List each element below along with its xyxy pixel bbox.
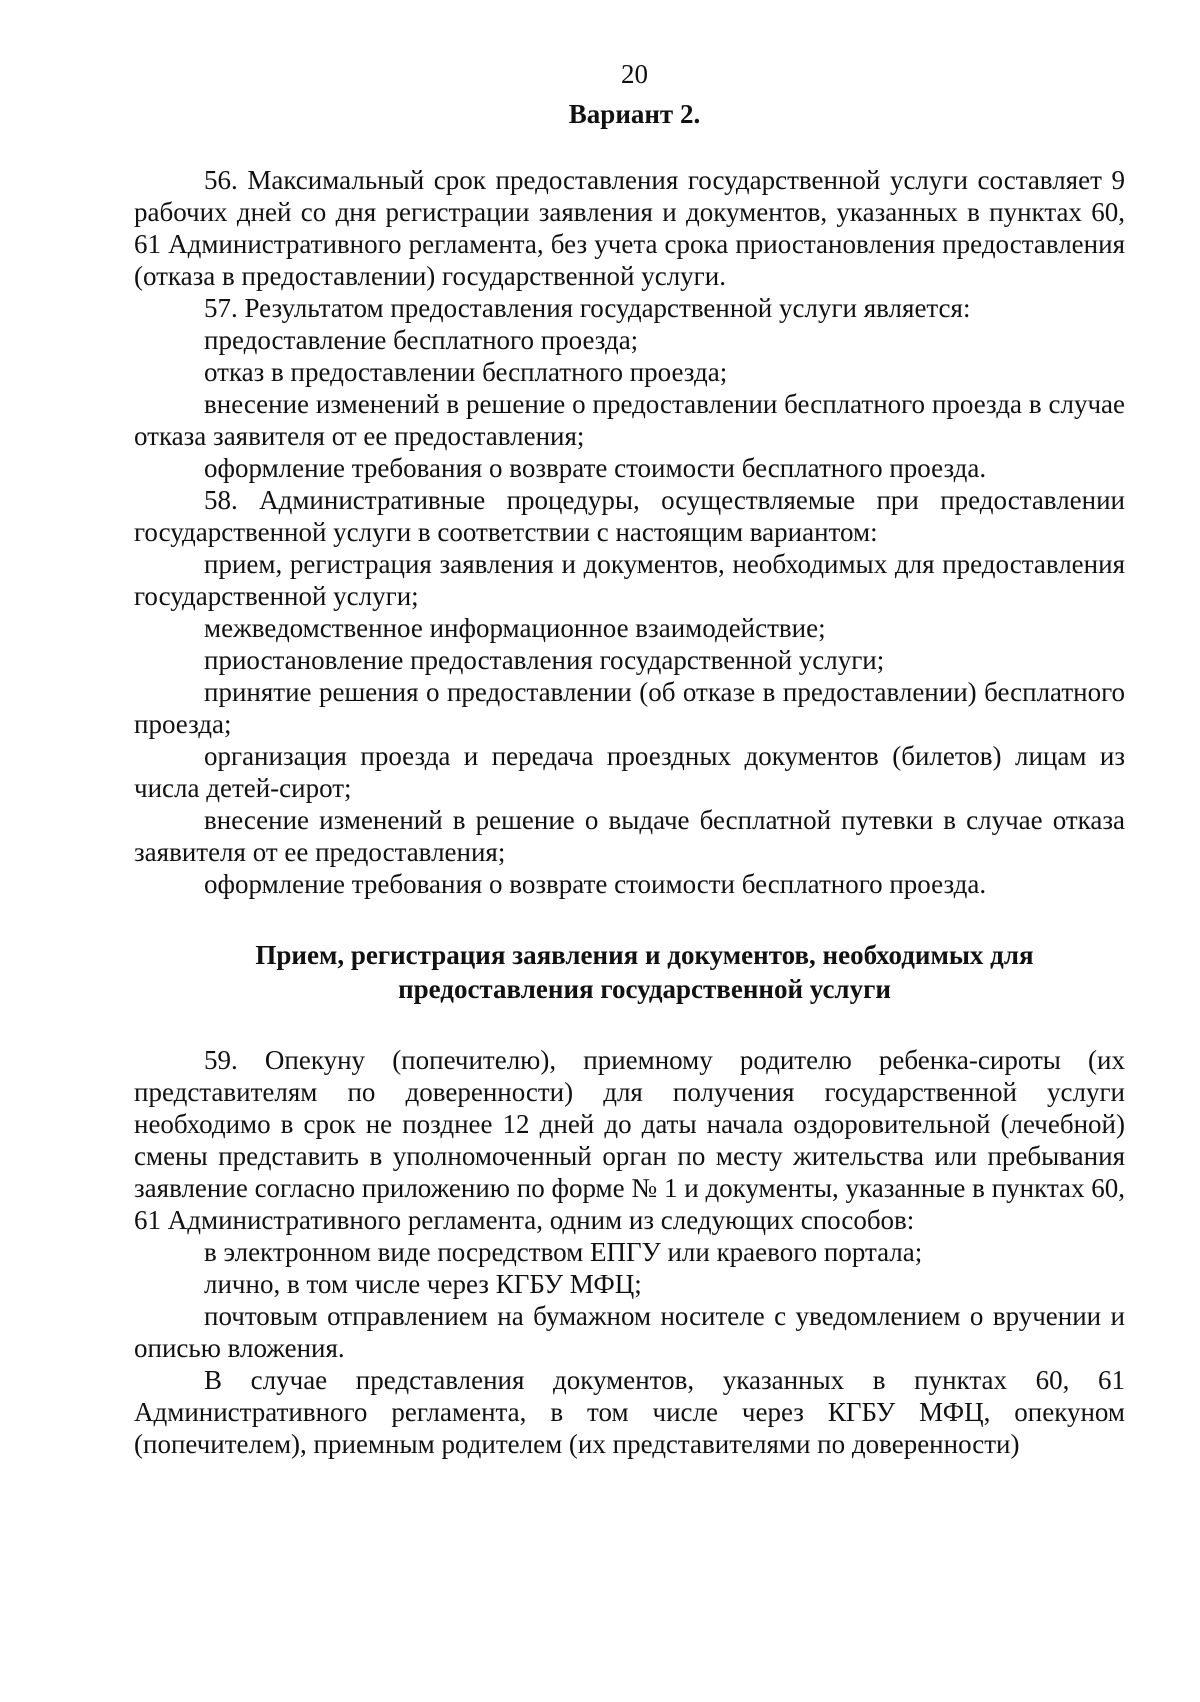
- section-heading-line-2: предоставления государственной услуги: [398, 974, 891, 1004]
- list-item: предоставление бесплатного проезда;: [204, 325, 639, 355]
- list-item: почтовым отправлением на бумажном носителе с уведомлением о вручении и описью вложения.: [134, 1301, 1125, 1363]
- section-heading: [134, 938, 1125, 1006]
- list-item: организация проезда и передача проездных документов (билетов) лицам из числа детей-сирот;: [134, 741, 1125, 803]
- list-item: межведомственное информационное взаимодействие;: [204, 613, 826, 643]
- list-item: в электронном виде посредством ЕПГУ или краевого портала;: [204, 1237, 923, 1267]
- list-item: оформление требования о возврате стоимости бесплатного проезда.: [204, 869, 987, 899]
- list-item: приостановление предоставления государственной услуги;: [204, 645, 885, 675]
- document-body: [134, 164, 1125, 1460]
- page-number: 20: [621, 59, 648, 89]
- paragraph-59-continuation: В случае представления документов, указанных в пунктах 60, 61 Административного регламента, в том числе через КГБУ МФЦ, опекуном (попечителем), приемным родителем (их представителями по доверенности): [134, 1365, 1125, 1459]
- document-page: [134, 56, 1125, 1460]
- list-item: внесение изменений в решение о предоставлении бесплатного проезда в случае отказа заявителя от ее предоставления;: [134, 389, 1125, 451]
- variant-title: Вариант 2.: [568, 99, 701, 129]
- list-item: внесение изменений в решение о выдаче бесплатной путевки в случае отказа заявителя от ее предоставления;: [134, 805, 1125, 867]
- section-heading-line-1: Прием, регистрация заявления и документов, необходимых для: [255, 940, 1034, 970]
- paragraph-56: 56. Максимальный срок предоставления государственной услуги составляет 9 рабочих дней со дня регистрации заявления и документов, указанных в пунктах 60, 61 Административного регламента, без учета срока приостановления предоставления (отказа в предоставлении) государственной услуги.: [134, 165, 1125, 291]
- list-item: прием, регистрация заявления и документов, необходимых для предоставления государственной услуги;: [134, 549, 1125, 611]
- paragraph-59: 59. Опекуну (попечителю), приемному родителю ребенка-сироты (их представителям по доверенности) для получения государственной услуги необходимо в срок не позднее 12 дней до даты начала оздоровительной (лечебной) смены представить в уполномоченный орган по месту жительства или пребывания заявление согласно приложению по форме № 1 и документы, указанные в пунктах 60, 61 Административного регламента, одним из следующих способов:: [134, 1045, 1125, 1235]
- paragraph-58: 58. Административные процедуры, осуществляемые при предоставлении государственной услуги в соответствии с настоящим вариантом:: [134, 485, 1125, 547]
- list-item: принятие решения о предоставлении (об отказе в предоставлении) бесплатного проезда;: [134, 677, 1125, 739]
- list-item: оформление требования о возврате стоимости бесплатного проезда.: [204, 453, 987, 483]
- list-item: отказ в предоставлении бесплатного проезда;: [204, 357, 728, 387]
- list-item: лично, в том числе через КГБУ МФЦ;: [204, 1269, 642, 1299]
- paragraph-57: 57. Результатом предоставления государственной услуги является:: [204, 293, 971, 323]
